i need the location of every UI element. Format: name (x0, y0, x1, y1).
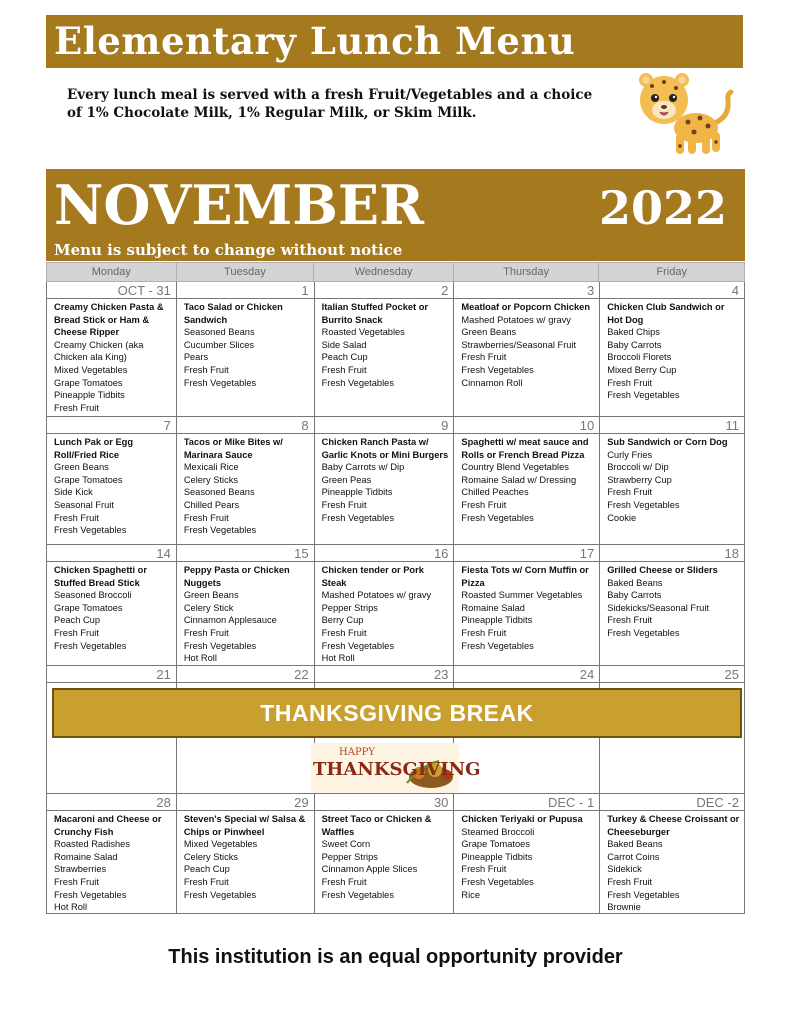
side-item: Steamed Broccoli (461, 826, 535, 837)
side-item: Hot Roll (54, 902, 88, 913)
side-item: Mixed Berry Cup (607, 364, 677, 375)
calendar-week (46, 794, 745, 914)
side-item: Fresh Fruit (607, 615, 653, 626)
day-number: 9 (315, 417, 454, 434)
side-item: Hot Roll (183, 653, 217, 664)
side-item: Sweet Corn (321, 839, 371, 850)
thanksgiving-break-banner: THANKSGIVING BREAK (52, 688, 742, 738)
side-item: Fresh Fruit (183, 364, 229, 375)
menu-title: Elementary Lunch Menu (46, 15, 743, 68)
side-item: Baby Carrots (607, 339, 662, 350)
entree-text: Creamy Chicken Pasta & Bread Stick or Ham & Cheese Ripper (54, 302, 164, 338)
entree-text: Meatloaf or Popcorn Chicken (461, 302, 591, 312)
side-item: Fresh Fruit (54, 876, 99, 887)
weekday-monday: Monday (47, 263, 177, 281)
side-item: Fresh Vegetables (183, 640, 257, 651)
month-banner (46, 169, 745, 261)
side-item: Seasonal Fruit (54, 499, 114, 510)
entree-text: Italian Stuffed Pocket or Burrito Snack (321, 302, 429, 325)
entree-text: Chicken tender or Pork Steak (321, 565, 424, 588)
side-item: Curly Fries (607, 449, 653, 460)
side-item: Fresh Vegetables (607, 499, 680, 510)
side-item: Hot Roll (321, 653, 355, 664)
day-cell (315, 545, 455, 666)
side-item: Green Beans (183, 590, 239, 601)
day-number: 24 (454, 666, 599, 683)
day-cell (177, 794, 315, 914)
side-item: Fresh Fruit (321, 499, 367, 510)
month-year: 2022 (598, 181, 727, 235)
side-item: Celery Sticks (183, 474, 239, 485)
side-item: Fresh Fruit (461, 627, 507, 638)
day-number: 2 (315, 282, 454, 299)
weekday-tuesday: Tuesday (177, 263, 315, 281)
side-item: Fresh Vegetables (461, 364, 534, 375)
side-item: Mixed Vegetables (183, 839, 258, 850)
day-number: 17 (454, 545, 599, 562)
day-number: DEC -2 (600, 794, 744, 811)
entree-text: Peppy Pasta or Chicken Nuggets (183, 565, 290, 588)
day-menu (47, 562, 176, 652)
day-cell (600, 545, 745, 666)
side-item: Fresh Fruit (607, 487, 653, 498)
side-item: Pineapple Tidbits (321, 487, 393, 498)
calendar-weeks (46, 282, 745, 914)
side-item: Seasoned Broccoli (54, 590, 132, 601)
side-item: Cinnamon Roll (461, 377, 523, 388)
day-number: 15 (177, 545, 314, 562)
day-cell (47, 417, 177, 545)
day-number: 4 (600, 282, 744, 299)
side-item: Pineapple Tidbits (461, 851, 533, 862)
side-item: Fresh Fruit (461, 864, 507, 875)
day-cell (600, 282, 745, 417)
day-number: 25 (600, 666, 744, 683)
side-item: Strawberries/Seasonal Fruit (461, 339, 577, 350)
side-item: Pepper Strips (321, 602, 378, 613)
day-menu (454, 434, 599, 524)
menu-change-note: Menu is subject to change without notice (54, 241, 403, 259)
day-cell (600, 794, 745, 914)
day-cell (315, 794, 455, 914)
side-item: Sidekick (607, 864, 642, 875)
side-item: Fresh Fruit (183, 512, 229, 523)
day-number: 18 (600, 545, 744, 562)
side-item: Grape Tomatoes (54, 474, 123, 485)
side-item: Fresh Fruit (54, 627, 99, 638)
day-menu (454, 299, 599, 389)
side-item: Fresh Vegetables (321, 640, 394, 651)
day-menu (47, 434, 176, 537)
side-item: Romaine Salad w/ Dressing (461, 474, 577, 485)
side-item: Grape Tomatoes (461, 839, 530, 850)
side-item: Creamy Chicken (aka Chicken ala King) (54, 339, 144, 363)
side-item: Fresh Vegetables (54, 640, 127, 651)
entree-text: Street Taco or Chicken & Waffles (321, 814, 432, 837)
side-item: Pineapple Tidbits (54, 390, 125, 401)
side-item: Grape Tomatoes (54, 377, 123, 388)
side-item: Fresh Vegetables (183, 525, 257, 536)
side-item: Peach Cup (54, 615, 100, 626)
day-number: 21 (47, 666, 176, 683)
day-number: 28 (47, 794, 176, 811)
day-menu (177, 434, 314, 537)
side-item: Brownie (607, 902, 641, 913)
side-item: Roasted Summer Vegetables (461, 590, 583, 601)
side-item: Fresh Fruit (183, 627, 229, 638)
day-number: 23 (315, 666, 454, 683)
side-item: Baked Beans (607, 577, 663, 588)
side-item: Chilled Peaches (461, 487, 529, 498)
day-number: 22 (177, 666, 314, 683)
happy-thanksgiving-icon (311, 743, 481, 793)
weekday-friday: Friday (656, 266, 687, 278)
happy-text: HAPPY (339, 747, 376, 758)
entree-text: Sub Sandwich or Corn Dog (607, 437, 728, 447)
side-item: Fresh Vegetables (607, 889, 680, 900)
side-item: Cucumber Slices (183, 339, 255, 350)
side-item: Fresh Vegetables (461, 640, 534, 651)
day-menu (454, 562, 599, 652)
side-item: Fresh Vegetables (461, 512, 534, 523)
side-item: Strawberries (54, 864, 107, 875)
day-menu (315, 683, 454, 685)
side-item: Broccoli Florets (607, 352, 672, 363)
side-item: Fresh Fruit (321, 627, 367, 638)
side-item: Seasoned Beans (183, 487, 255, 498)
side-item: Strawberry Cup (607, 474, 672, 485)
side-item: Seasoned Beans (183, 327, 255, 338)
day-menu (600, 434, 744, 524)
side-item: Fresh Fruit (183, 876, 229, 887)
side-item: Fresh Fruit (607, 377, 653, 388)
side-item: Cinnamon Applesauce (183, 615, 277, 626)
day-number: 7 (47, 417, 176, 434)
entree-text: Lunch Pak or Egg Roll/Fried Rice (54, 437, 134, 460)
day-number: 30 (315, 794, 454, 811)
side-item: Side Kick (54, 487, 93, 498)
side-item: Fresh Vegetables (321, 377, 394, 388)
side-item: Chilled Pears (183, 499, 240, 510)
day-menu (177, 562, 314, 665)
side-item: Pears (183, 352, 209, 363)
entree-text: Chicken Teriyaki or Pupusa (461, 814, 583, 824)
side-item: Mashed Potatoes w/ gravy (461, 314, 571, 325)
day-number: 29 (177, 794, 314, 811)
day-menu (600, 811, 744, 914)
entree-text: Spaghetti w/ meat sauce and Rolls or French Bread Pizza (461, 437, 589, 460)
entree-text: Steven's Special w/ Salsa & Chips or Pinwheel (183, 814, 306, 837)
side-item: Peach Cup (321, 352, 368, 363)
day-cell (315, 282, 455, 417)
side-item: Romaine Salad (54, 851, 118, 862)
side-item: Fresh Fruit (461, 499, 507, 510)
day-number: 3 (454, 282, 599, 299)
side-item: Fresh Fruit (54, 402, 99, 413)
day-cell (177, 282, 315, 417)
day-menu (47, 811, 176, 914)
day-number: 11 (600, 417, 744, 434)
side-item: Baby Carrots (607, 590, 662, 601)
leopard-cub-icon (632, 66, 736, 160)
calendar-week (46, 666, 745, 794)
side-item: Roasted Vegetables (321, 327, 405, 338)
side-item: Cinnamon Apple Slices (321, 864, 418, 875)
entree-text: Macaroni and Cheese or Crunchy Fish (54, 814, 162, 837)
side-item: Mixed Vegetables (54, 364, 128, 375)
entree-text: Taco Salad or Chicken Sandwich (183, 302, 283, 325)
side-item: Green Beans (54, 462, 109, 473)
side-item: Baked Chips (607, 327, 660, 338)
day-cell (47, 282, 177, 417)
side-item: Fresh Fruit (461, 352, 507, 363)
side-item: Carrot Coins (607, 851, 660, 862)
side-item: Fresh Vegetables (461, 876, 534, 887)
side-item: Berry Cup (321, 615, 364, 626)
day-menu (315, 299, 454, 389)
side-item: Peach Cup (183, 864, 230, 875)
day-menu (454, 811, 599, 901)
side-item: Pineapple Tidbits (461, 615, 533, 626)
side-item: Pepper Strips (321, 851, 378, 862)
day-menu (600, 299, 744, 402)
side-item: Mexicali Rice (183, 462, 239, 473)
day-cell (177, 545, 315, 666)
side-item: Celery Stick (183, 602, 234, 613)
side-item: Celery Sticks (183, 851, 239, 862)
side-item: Fresh Fruit (321, 876, 367, 887)
day-menu (315, 811, 454, 901)
day-menu (177, 811, 314, 901)
day-number: 8 (177, 417, 314, 434)
calendar-week (46, 545, 745, 666)
weekday-thursday: Thursday (454, 263, 600, 281)
side-item: Fresh Vegetables (321, 512, 394, 523)
entree-text: Turkey & Cheese Croissant or Cheeseburger (607, 814, 740, 837)
day-cell (454, 282, 600, 417)
day-number: OCT - 31 (47, 282, 176, 299)
weekday-wednesday: Wednesday (314, 263, 454, 281)
day-cell (454, 545, 600, 666)
day-menu (177, 299, 314, 389)
side-item: Broccoli w/ Dip (607, 462, 669, 473)
day-cell (600, 417, 745, 545)
side-item: Fresh Vegetables (54, 525, 127, 536)
calendar-week (46, 282, 745, 417)
side-item: Grape Tomatoes (54, 602, 123, 613)
entree-text: Chicken Club Sandwich or Hot Dog (607, 302, 725, 325)
entree-text: Tacos or Mike Bites w/ Marinara Sauce (183, 437, 283, 460)
day-menu (315, 434, 454, 524)
thanksgiving-text: THANKSGIVING (313, 759, 481, 780)
entree-text: Chicken Ranch Pasta w/ Garlic Knots or Mini Burgers (321, 437, 449, 460)
day-cell (177, 417, 315, 545)
day-menu (315, 562, 454, 665)
side-item: Fresh Vegetables (183, 889, 257, 900)
side-item: Fresh Vegetables (607, 390, 680, 401)
side-item: Fresh Vegetables (183, 377, 257, 388)
day-menu (600, 562, 744, 640)
day-menu (177, 683, 314, 685)
side-item: Cookie (607, 512, 637, 523)
calendar-week (46, 417, 745, 545)
side-item: Roasted Radishes (54, 839, 130, 850)
intro-text: Every lunch meal is served with a fresh Fruit/Vegetables and a choice of 1% Chocolate Milk, 1% Regular Milk, or Skim Milk. (67, 87, 593, 121)
side-item: Fresh Vegetables (607, 627, 680, 638)
month-name: NOVEMBER (54, 173, 424, 237)
day-menu (600, 683, 744, 685)
side-item: Fresh Vegetables (54, 889, 127, 900)
side-item: Country Blend Vegetables (461, 462, 569, 473)
day-number: DEC - 1 (454, 794, 599, 811)
day-number: 10 (454, 417, 599, 434)
side-item: Sidekicks/Seasonal Fruit (607, 602, 709, 613)
day-number: 1 (177, 282, 314, 299)
side-item: Baby Carrots w/ Dip (321, 462, 405, 473)
day-cell (454, 794, 600, 914)
entree-text: Fiesta Tots w/ Corn Muffin or Pizza (461, 565, 589, 588)
side-item: Green Peas (321, 474, 372, 485)
day-menu (47, 683, 176, 685)
side-item: Baked Beans (607, 839, 663, 850)
entree-text: Grilled Cheese or Sliders (607, 565, 718, 575)
day-number: 16 (315, 545, 454, 562)
day-cell (47, 545, 177, 666)
lunch-calendar (46, 262, 745, 914)
equal-opportunity-statement: This institution is an equal opportunity provider (168, 946, 623, 968)
side-item: Fresh Fruit (607, 876, 653, 887)
side-item: Rice (461, 889, 481, 900)
day-cell (454, 417, 600, 545)
side-item: Green Beans (461, 327, 517, 338)
side-item: Side Salad (321, 339, 367, 350)
day-number: 14 (47, 545, 176, 562)
day-cell (47, 794, 177, 914)
side-item: Fresh Fruit (54, 512, 99, 523)
entree-text: Chicken Spaghetti or Stuffed Bread Stick (54, 565, 147, 588)
side-item: Romaine Salad (461, 602, 525, 613)
side-item: Fresh Fruit (321, 364, 367, 375)
side-item: Mashed Potatoes w/ gravy (321, 590, 432, 601)
day-menu (454, 683, 599, 685)
day-cell (315, 417, 455, 545)
side-item: Fresh Vegetables (321, 889, 394, 900)
weekday-header (46, 262, 745, 282)
day-menu (47, 299, 176, 414)
